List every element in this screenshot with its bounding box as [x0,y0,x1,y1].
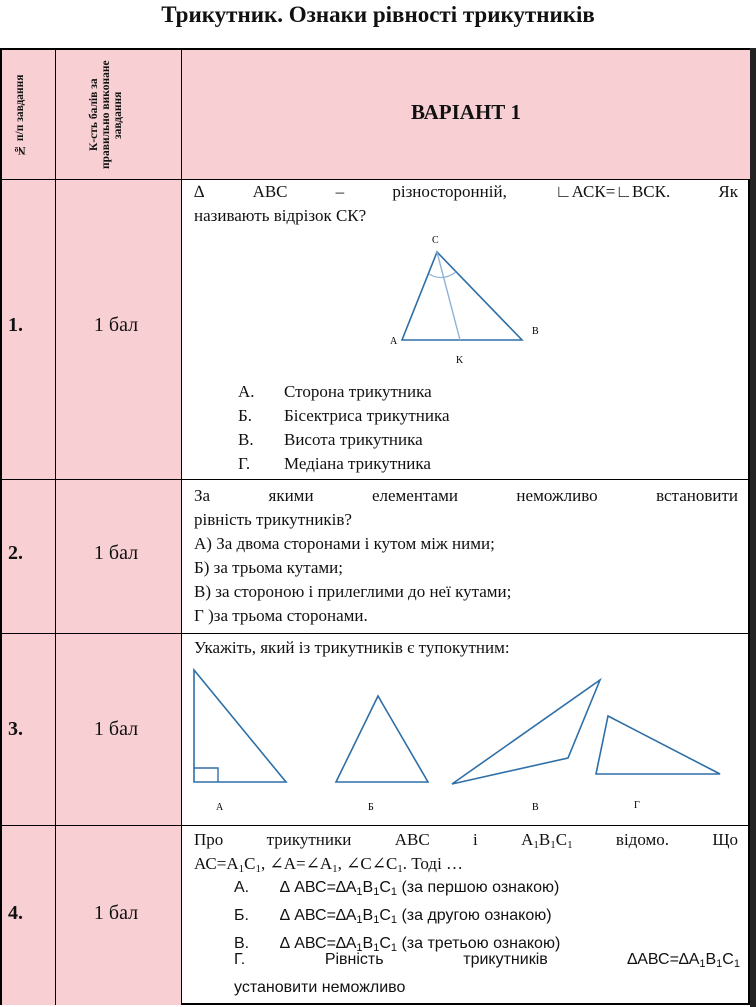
task-1-number: 1. [8,314,23,336]
task-4-points-cell [56,826,182,1005]
task-3-number-cell [2,634,56,826]
task-2-points-cell [56,480,182,634]
task-3-question: Укажіть, який із трикутників є тупокутним: [194,638,510,657]
task-1-options [238,380,450,476]
task-4-content-cell [182,826,750,1005]
task-2-option-a[interactable]: А) За двома сторонами і кутом між ними; [194,534,495,553]
task-4-option-a[interactable]: А. ∆ $АВС=\Delta А_1В_1С_1$ (за першою ознакою) [234,879,560,898]
task-4-number-cell [2,826,56,1005]
task-3-number: 3. [8,718,23,740]
segment-ck [437,252,460,340]
task-1-option-a[interactable]: А. Сторона трикутника [238,382,432,401]
task-1-question-line2: називають відрізок СК? [194,206,367,225]
task-1-option-b[interactable]: Б. Бісектриса трикутника [238,406,450,425]
test-table [0,48,750,1005]
task-4-option-c[interactable]: В. ∆ $АВС=\Delta А_1В_1С_1$ (за третьою ознакою) [234,935,561,954]
task-1-points: 1 бал [93,314,139,336]
label-k: K [456,355,464,366]
header-number-label: № п/п завдання [13,73,26,156]
header-variant-cell [182,50,750,180]
triangle-a-label: А [216,802,224,813]
task-4-option-d-line2: установити неможливо [234,979,406,996]
task-1-number-cell [2,180,56,480]
header-number-cell [2,50,56,180]
task-4-option-d[interactable]: Г. Рівність трикутників $\Delta АВС=\Delta А_1В_1С_1$ установити неможливо [234,948,740,1000]
page-title: Трикутник. Ознаки рівності трикутників [161,2,595,27]
task-2-question-line2: рівність трикутників? [194,510,352,529]
task-2-points: 1 бал [93,542,139,564]
task-2-option-b[interactable]: Б) за трьома кутами; [194,558,343,577]
task-1-option-c[interactable]: В. Висота трикутника [238,430,423,449]
task-3-points: 1 бал [93,718,139,740]
task-1-triangle-figure [382,232,552,372]
task-1-content-cell [182,180,750,480]
triangle-b[interactable] [336,696,428,782]
task-4-points: 1 бал [93,902,139,924]
task-2-content-cell [182,480,750,634]
task-4-number: 4. [8,902,23,924]
task-2-question-line1: За якими елементами неможливо встановити [194,486,738,505]
label-b: B [532,326,539,337]
header-points-label: К-сть балів за правильно виконане завдання [87,60,124,169]
task-3-triangles-figure [182,660,748,824]
label-a: A [390,336,398,347]
task-1-question-line1: ∆ АВС – різносторонній, ∟АСК=∟ВСК. Як [194,182,738,201]
triangle-c-label: В [532,802,539,813]
variant-title: ВАРІАНТ 1 [410,100,522,124]
triangle-d-label: Г [634,800,640,811]
task-3-content-cell [182,634,750,826]
task-2-option-c[interactable]: В) за стороною і прилеглими до неї кутами; [194,582,512,601]
task-4-question-line2: $АС=А_1С_1$, $\angle А=\angle А_1$, $\angle С\angle С_1$. Тоді … [194,854,464,875]
task-4-option-b[interactable]: Б. ∆ $АВС=\Delta А_1В_1С_1$ (за другою ознакою) [234,907,552,926]
right-angle-mark [194,768,218,782]
triangle-a[interactable] [194,670,286,782]
page-edge-bar [750,48,756,1007]
triangle-abc [402,252,522,340]
task-2-number: 2. [8,542,23,564]
triangle-c[interactable] [452,680,600,784]
task-2-number-cell [2,480,56,634]
task-2-option-d[interactable]: Г )за трьома сторонами. [194,606,368,625]
task-1-option-d[interactable]: Г. Медіана трикутника [238,454,431,473]
task-3-points-cell [56,634,182,826]
label-c: C [432,235,439,246]
header-points-cell [56,50,182,180]
triangle-b-label: Б [368,802,374,813]
task-1-points-cell [56,180,182,480]
task-4-question-line1: Про трикутники АВС і $А_1В_1С_1$ відомо. Що [194,830,738,851]
triangle-d[interactable] [596,716,720,774]
task-2-options [194,532,511,628]
